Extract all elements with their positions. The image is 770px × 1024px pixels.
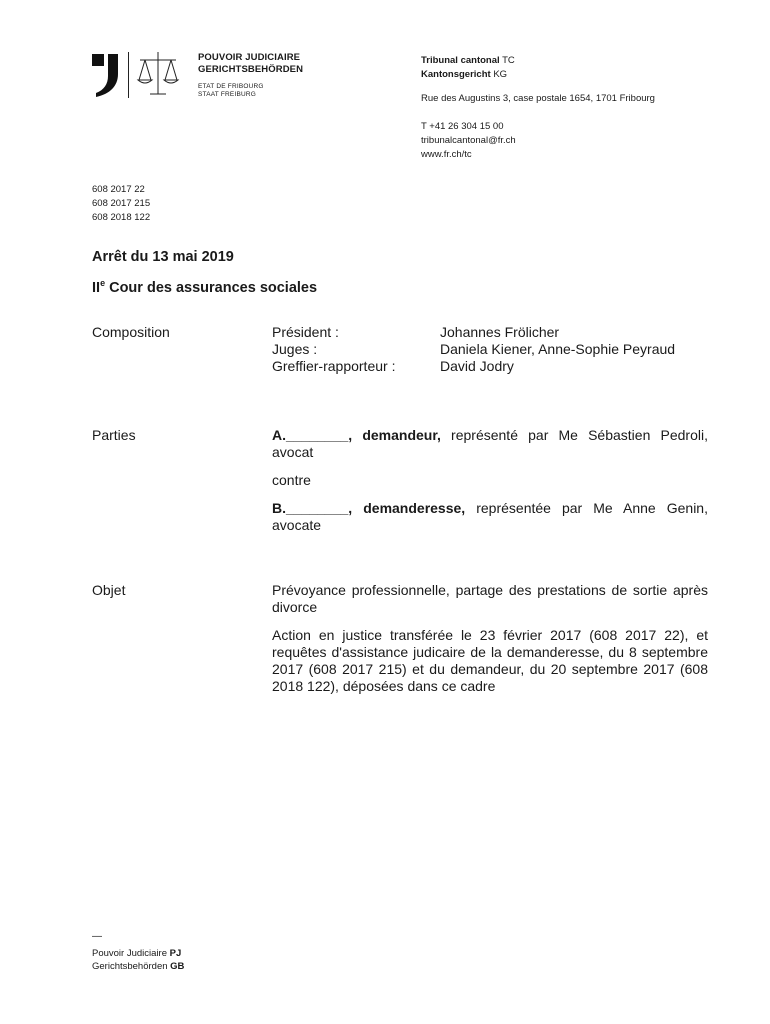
scales-of-justice-icon [136,50,180,100]
party-b-name: B.________, demanderesse, [272,500,466,516]
court-email[interactable]: tribunalcantonal@fr.ch [421,135,516,146]
court-phone: T +41 26 304 15 00 [421,121,504,132]
objet-paragraph-1: Prévoyance professionnelle, partage des prestations de sortie après divorce [272,582,708,615]
name-judges: Daniela Kiener, Anne-Sophie Peyraud [440,341,676,357]
role-president: Président : [272,324,339,340]
court-contact [421,120,516,162]
party-b [272,500,708,534]
court-website[interactable]: www.fr.ch/tc [421,149,472,160]
role-judges: Juges : [272,341,318,357]
name-president: Johannes Frölicher [440,324,560,340]
parties-label: Parties [92,427,136,443]
org-name-line2: GERICHTSBEHÖRDEN [198,64,304,75]
party-a [272,427,708,461]
state-line2: STAAT FREIBURG [198,91,257,98]
party-a-name: A.________, demandeur, [272,427,441,443]
footer [92,947,184,973]
footer-line2: Gerichtsbehörden [92,961,168,972]
party-a-rep: représenté par Me Sébastien Pedroli, avocat [272,427,708,460]
composition-label: Composition [92,324,170,340]
state-line1: ETAT DE FRIBOURG [198,83,264,90]
org-state [198,83,264,99]
org-name [198,52,303,76]
footer-dash: — [92,931,102,942]
case-references [92,183,150,225]
court-chamber: IIe Cour des assurances sociales [92,278,318,296]
footer-line1-abbr: PJ [169,948,182,959]
footer-line2-abbr: GB [170,961,185,972]
court-name [421,54,515,82]
logo-divider [128,52,129,98]
objet-label: Objet [92,582,126,598]
footer-line1: Pouvoir Judiciaire [92,948,167,959]
party-b-rep: représentée par Me Anne Genin, avocate [272,500,708,533]
objet-paragraph-2: Action en justice transférée le 23 février 2017 (608 2017 22), et requêtes d'assistance judicaire de la demanderesse, du 8 septembre 2017 (608 2017 215) et du demandeur, du 20 septembre 2017 (608 2018 122), déposées dans ce cadre [272,627,708,694]
fribourg-logo-icon [90,52,120,98]
document-title: Arrêt du 13 mai 2019 [92,249,234,265]
court-de-abbr: KG [493,69,508,80]
composition-names [440,324,675,375]
name-clerk: David Jodry [440,358,514,374]
composition-roles [272,324,395,375]
case-ref: 608 2017 215 [92,198,151,209]
court-fr-abbr: TC [502,55,515,66]
role-clerk: Greffier-rapporteur : [272,358,396,374]
case-ref: 608 2017 22 [92,184,145,195]
case-ref: 608 2018 122 [92,212,151,223]
court-de: Kantonsgericht [421,69,491,80]
court-address: Rue des Augustins 3, case postale 1654, 1701 Fribourg [421,93,655,104]
org-name-line1: POUVOIR JUDICIAIRE [198,52,301,63]
contre-text: contre [272,472,311,488]
court-fr: Tribunal cantonal [421,55,500,66]
